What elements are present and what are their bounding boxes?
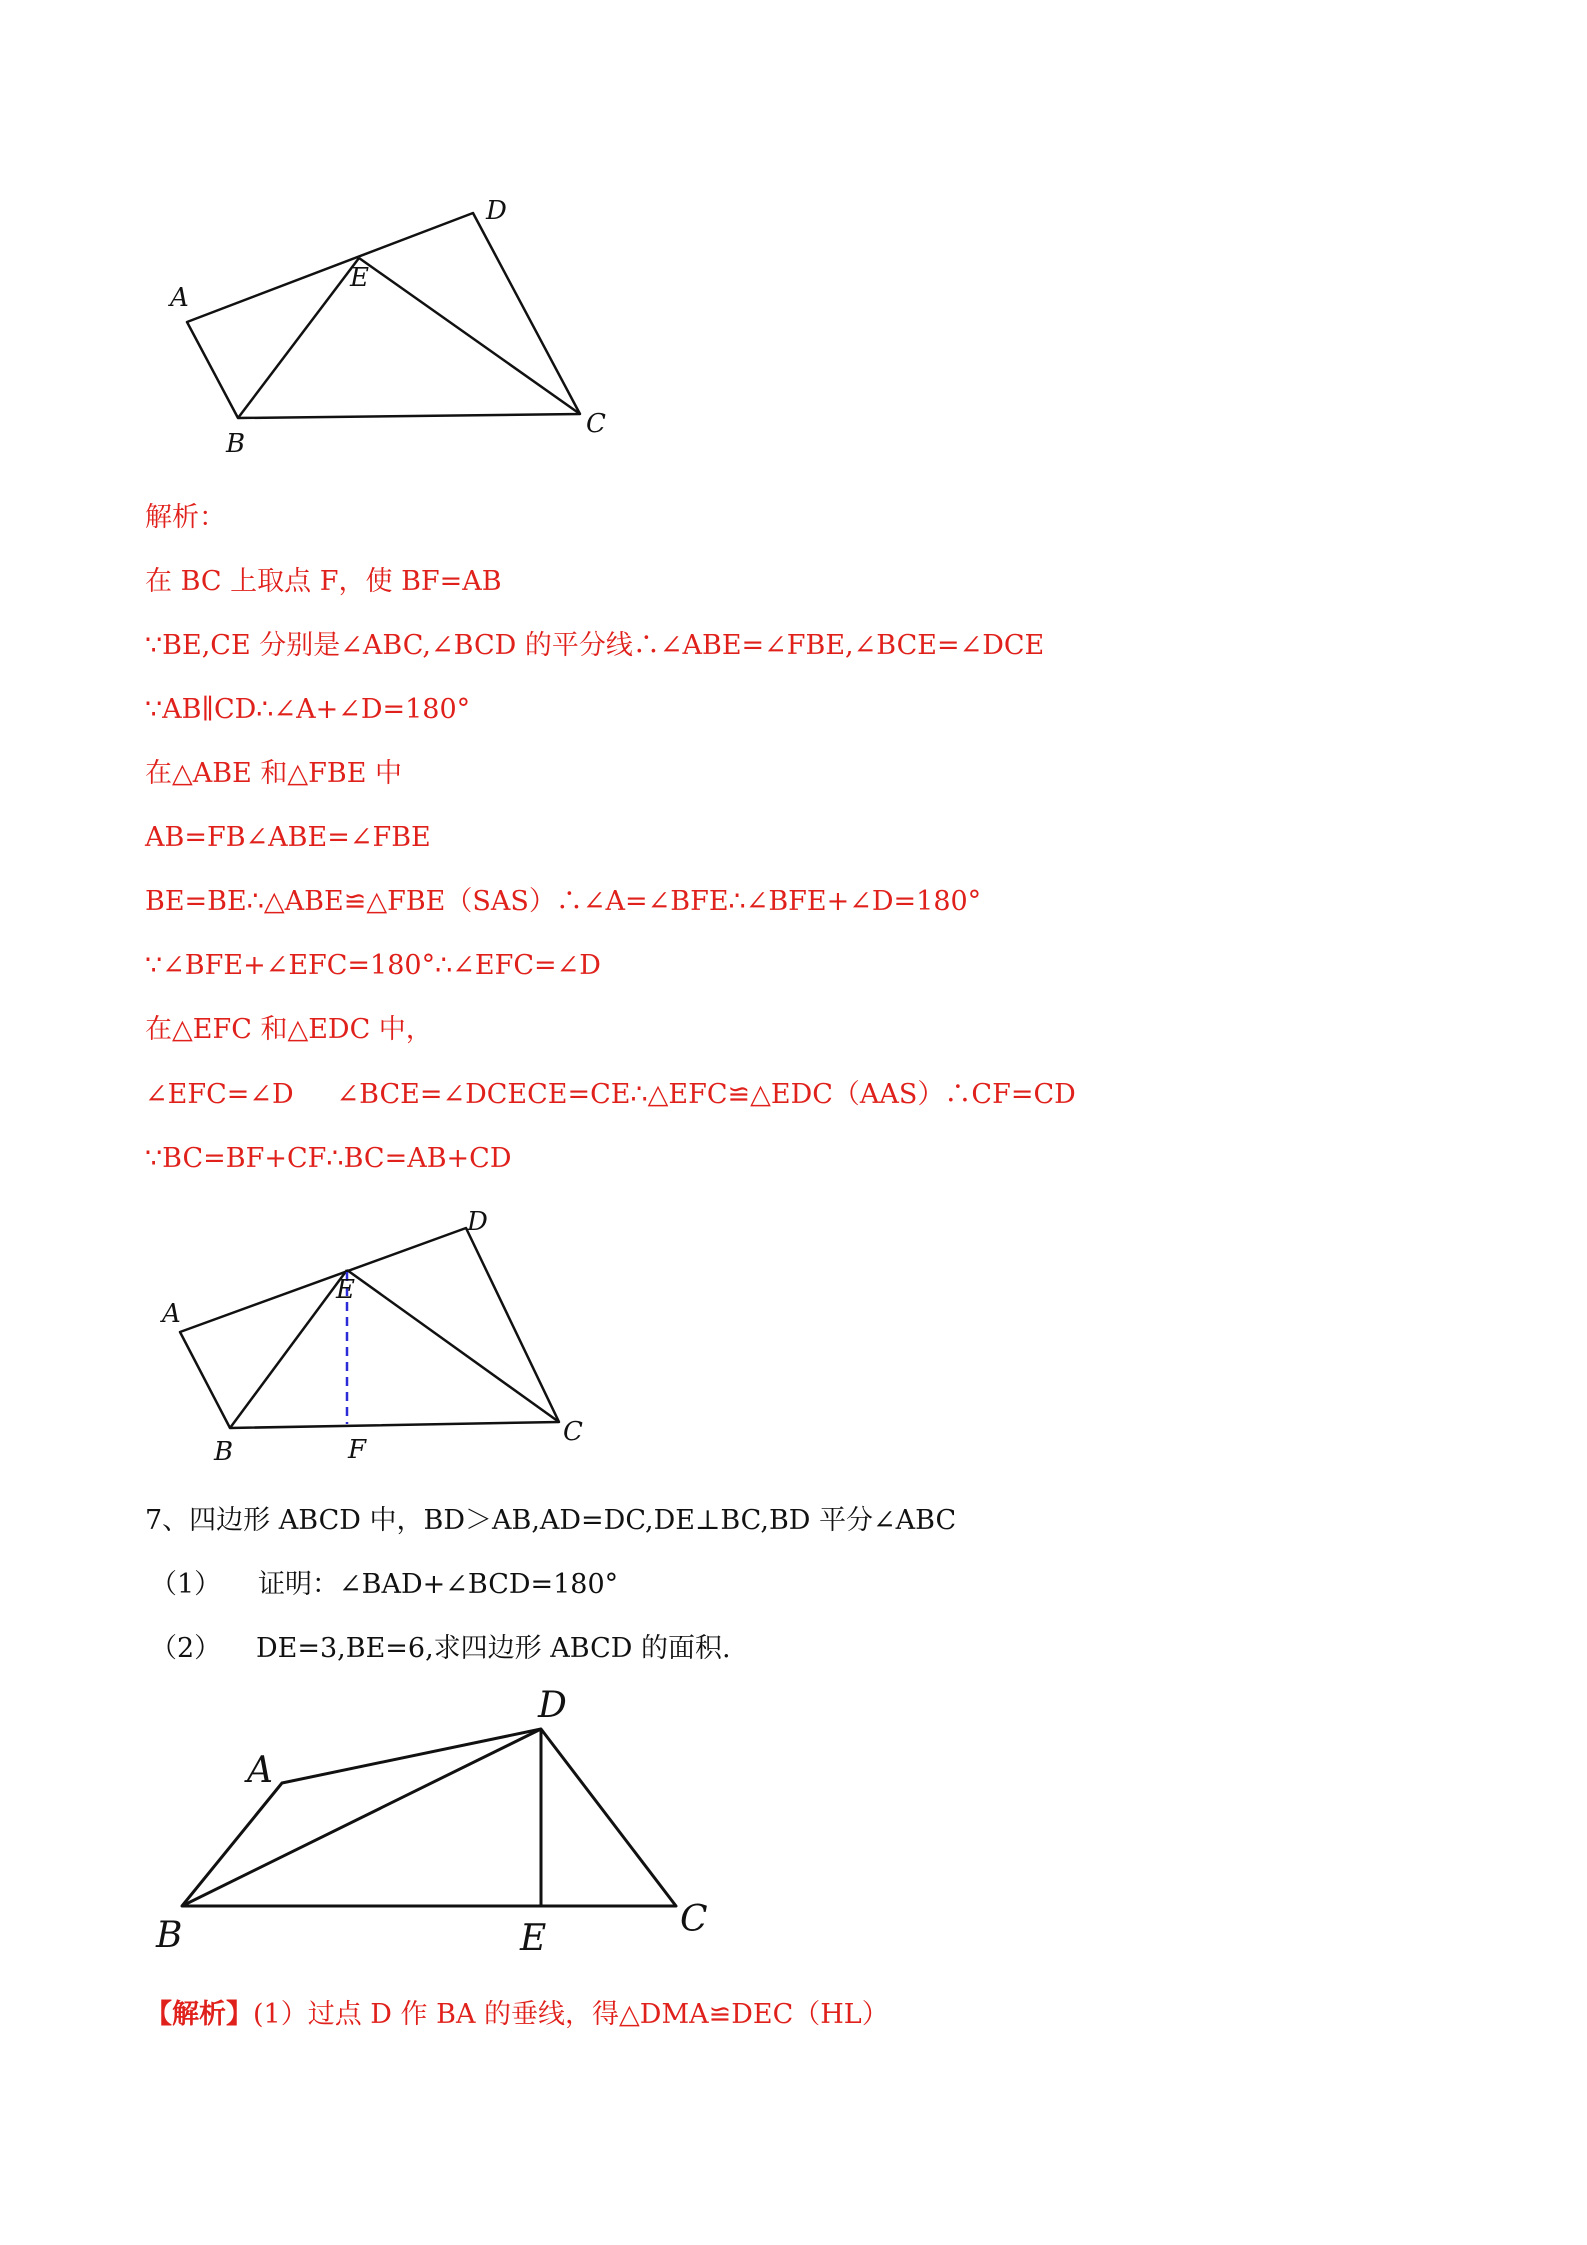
analysis-line-6: BE=BE∴△ABE≌△FBE（SAS）∴∠A=∠BFE∴∠BFE+∠D=180° <box>145 886 982 917</box>
label-a: A <box>247 1750 273 1791</box>
analysis-line-4: 在△ABE 和△FBE 中 <box>145 758 403 789</box>
quad-outline <box>180 1228 559 1428</box>
label-b: B <box>226 429 246 459</box>
analysis-line-7: ∵∠BFE+∠EFC=180°∴∠EFC=∠D <box>145 950 601 981</box>
solution-7 <box>145 1997 889 2033</box>
analysis-line-8: 在△EFC 和△EDC 中， <box>145 1014 433 1045</box>
segment-ce <box>347 1270 559 1422</box>
analysis-line-3: ∵AB∥CD∴∠A+∠D=180° <box>145 694 471 725</box>
label-b: B <box>156 1915 183 1956</box>
label-d: D <box>538 1685 567 1726</box>
problem-7-part2-text: DE=3,BE=6,求四边形 ABCD 的面积. <box>256 1633 731 1664</box>
label-c: C <box>680 1899 708 1940</box>
segment-bd <box>182 1729 541 1906</box>
problem-7-part1-number: （1） <box>150 1569 222 1600</box>
label-d: D <box>486 196 507 226</box>
label-a: A <box>170 283 189 313</box>
problem-7-part1-text: 证明：∠BAD+∠BCD=180° <box>258 1569 619 1600</box>
label-e: E <box>520 1918 547 1959</box>
label-c: C <box>563 1417 583 1447</box>
problem-7-part2-number: （2） <box>150 1633 222 1664</box>
analysis-line-9: ∠EFC=∠D ∠BCE=∠DCECE=CE∴△EFC≌△EDC（AAS）∴CF=CD <box>145 1079 1076 1110</box>
label-d: D <box>467 1207 488 1237</box>
solution-7-tag: 【解析】 <box>145 1999 253 2030</box>
analysis-line-2: ∵BE,CE 分别是∠ABC,∠BCD 的平分线∴∠ABE=∠FBE,∠BCE=∠DCE <box>145 630 1045 661</box>
segment-ce <box>359 258 580 414</box>
analysis-line-5: AB=FB∠ABE=∠FBE <box>145 822 431 853</box>
figure-quadrilateral-abcd-3 <box>0 1680 1587 1960</box>
analysis-line-1: 在 BC 上取点 F，使 BF=AB <box>145 566 502 597</box>
quad-outline <box>187 213 580 418</box>
segment-be <box>238 258 359 418</box>
problem-7-statement: 7、四边形 ABCD 中，BD＞AB,AD=DC,DE⊥BC,BD 平分∠ABC <box>145 1505 957 1536</box>
label-e: E <box>350 263 369 293</box>
label-c: C <box>586 409 606 439</box>
label-b: B <box>214 1437 234 1467</box>
label-f: F <box>348 1435 367 1465</box>
analysis-line-10: ∵BC=BF+CF∴BC=AB+CD <box>145 1143 512 1174</box>
figure-quadrilateral-abcd-2 <box>0 1200 1587 1480</box>
analysis-heading: 解析： <box>145 502 226 533</box>
label-a: A <box>162 1299 181 1329</box>
label-e: E <box>336 1275 355 1305</box>
solution-7-text: (1）过点 D 作 BA 的垂线，得△DMA≌DEC（HL） <box>253 1999 889 2030</box>
figure-quadrilateral-abcd-1 <box>0 0 1587 480</box>
